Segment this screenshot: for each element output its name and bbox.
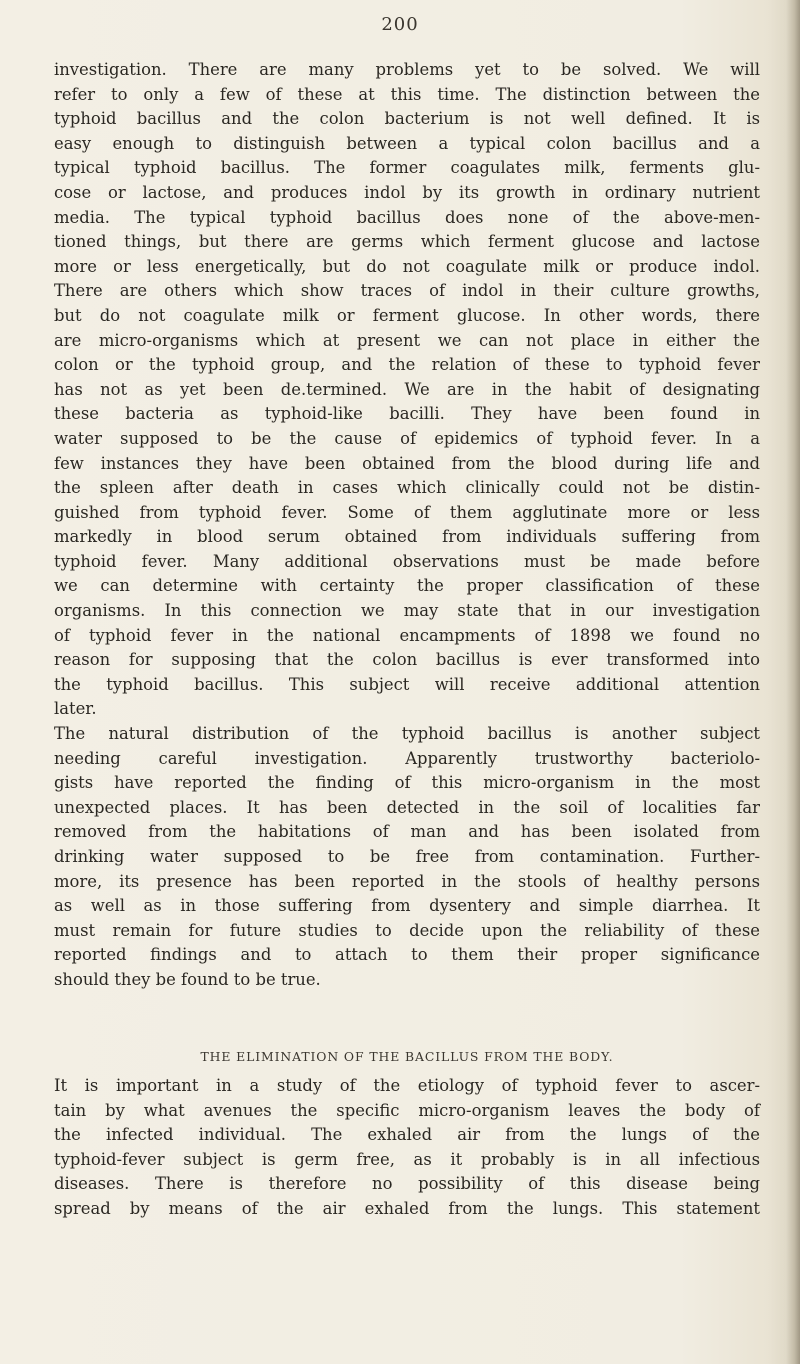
text-line: these bacteria as typhoid-like bacilli. They have been found in bbox=[54, 404, 760, 424]
text-line: few instances they have been obtained from the blood during life and bbox=[54, 453, 760, 473]
text-line: typical typhoid bacillus. The former coagulates milk, ferments glu- bbox=[54, 158, 760, 178]
main-text-block bbox=[54, 58, 760, 993]
text-line: later. bbox=[54, 699, 97, 719]
text-line: refer to only a few of these at this time. The distinction between the bbox=[54, 84, 760, 104]
text-line: needing careful investigation. Apparently trustworthy bacteriolo- bbox=[54, 748, 760, 768]
text-line: typhoid fever. Many additional observations must be made before bbox=[54, 551, 760, 571]
page-number: 200 bbox=[381, 14, 419, 35]
text-line: more, its presence has been reported in the stools of healthy persons bbox=[54, 871, 760, 891]
text-line: more or less energetically, but do not coagulate milk or produce indol. bbox=[54, 256, 760, 276]
text-line: typhoid-fever subject is germ free, as it probably is in all infectious bbox=[54, 1149, 760, 1169]
text-line: removed from the habitations of man and has been isolated from bbox=[54, 822, 760, 842]
text-line: gists have reported the finding of this micro-organism in the most bbox=[54, 773, 760, 793]
text-line: markedly in blood serum obtained from individuals suffering from bbox=[54, 527, 760, 547]
text-line: cose or lactose, and produces indol by its growth in ordinary nutrient bbox=[54, 182, 760, 202]
text-line: we can determine with certainty the proper classification of these bbox=[54, 576, 760, 596]
text-line: typhoid bacillus and the colon bacterium is not well defined. It is bbox=[54, 109, 760, 129]
text-line: tioned things, but there are germs which ferment glucose and lactose bbox=[54, 232, 760, 252]
text-line: are micro-organisms which at present we can not place in either the bbox=[54, 330, 760, 350]
text-line: investigation. There are many problems yet to be solved. We will bbox=[54, 60, 760, 79]
text-line: has not as yet been de.termined. We are in the habit of designating bbox=[54, 379, 760, 399]
paragraph-natural-distribution bbox=[54, 722, 760, 993]
text-line: drinking water supposed to be free from contamination. Further- bbox=[54, 847, 760, 866]
text-line: guished from typhoid fever. Some of them agglutinate more or less bbox=[54, 502, 760, 522]
text-line: The natural distribution of the typhoid bacillus is another subject bbox=[54, 724, 760, 744]
page-edge-shadow bbox=[786, 0, 800, 1364]
text-line: It is important in a study of the etiology of typhoid fever to ascer- bbox=[54, 1076, 760, 1095]
text-line: media. The typical typhoid bacillus does none of the above-men- bbox=[54, 207, 760, 227]
section-heading: THE ELIMINATION OF THE BACILLUS FROM THE BODY. bbox=[200, 1049, 614, 1064]
text-line: the typhoid bacillus. This subject will receive additional attention bbox=[54, 674, 760, 694]
text-line: of typhoid fever in the national encampments of 1898 we found no bbox=[54, 625, 760, 645]
text-line: the infected individual. The exhaled air from the lungs of the bbox=[54, 1125, 760, 1145]
text-line: reason for supposing that the colon bacillus is ever transformed into bbox=[54, 650, 760, 670]
text-line: but do not coagulate milk or ferment glucose. In other words, there bbox=[54, 305, 760, 325]
paragraph-investigation bbox=[54, 58, 760, 722]
text-line: easy enough to distinguish between a typical colon bacillus and a bbox=[54, 133, 760, 153]
text-line: unexpected places. It has been detected in the soil of localities far bbox=[54, 797, 760, 817]
paragraph-elimination bbox=[54, 1074, 760, 1222]
text-line: the spleen after death in cases which clinically could not be distin- bbox=[54, 478, 760, 498]
text-line: organisms. In this connection we may state that in our investigation bbox=[54, 601, 760, 621]
text-line: reported findings and to attach to them their proper significance bbox=[54, 945, 760, 965]
text-line: must remain for future studies to decide upon the reliability of these bbox=[54, 920, 760, 940]
text-line: diseases. There is therefore no possibility of this disease being bbox=[54, 1174, 760, 1194]
text-line: should they be found to be true. bbox=[54, 969, 321, 989]
text-line: water supposed to be the cause of epidemics of typhoid fever. In a bbox=[54, 428, 760, 448]
text-line: spread by means of the air exhaled from the lungs. This statement bbox=[54, 1198, 760, 1218]
text-line: colon or the typhoid group, and the relation of these to typhoid fever bbox=[54, 355, 760, 375]
text-line: as well as in those suffering from dysentery and simple diarrhea. It bbox=[54, 896, 760, 916]
text-line: tain by what avenues the specific micro-organism leaves the body of bbox=[54, 1100, 760, 1120]
text-line: There are others which show traces of indol in their culture growths, bbox=[54, 281, 760, 301]
